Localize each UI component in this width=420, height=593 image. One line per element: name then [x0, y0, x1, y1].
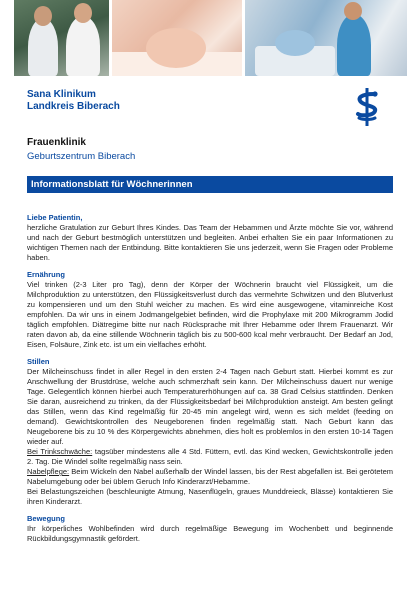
bewegung-heading: Bewegung: [27, 514, 65, 523]
nabelpflege-label: Nabelpflege:: [27, 467, 70, 476]
photo-newborn: [112, 0, 242, 76]
document-body: [27, 213, 393, 551]
nabelpflege-paragraph: [27, 467, 393, 487]
clinic-name-line1: Sana Klinikum: [27, 89, 96, 100]
ernaehrung-heading: Ernährung: [27, 270, 65, 279]
trinkschwaeche-label: Bei Trinkschwäche:: [27, 447, 93, 456]
section-bewegung: [27, 514, 393, 544]
section-ernaehrung: [27, 270, 393, 350]
clinic-name: [27, 89, 120, 113]
photo-ward: [245, 0, 407, 76]
nurse-figure: [337, 14, 371, 76]
header-photo-strip: [14, 0, 407, 76]
patient-figure: [275, 30, 315, 56]
stillen-heading: Stillen: [27, 357, 50, 366]
doctor-figure: [66, 16, 100, 76]
trinkschwaeche-paragraph: [27, 447, 393, 467]
section-stillen: [27, 357, 393, 507]
section-intro: [27, 213, 393, 263]
info-banner: Informationsblatt für Wöchnerinnen: [27, 176, 393, 193]
department-title: Frauenklinik: [27, 137, 86, 148]
photo-doctors: [14, 0, 109, 76]
belastung-text: Bei Belastungszeichen (beschleunigte Atmung, Nasenflügeln, graues Munddreieck, Blässe) kontaktieren Sie ihren Kinderarzt.: [27, 487, 393, 506]
doctor-head: [74, 3, 92, 23]
intro-text: herzliche Gratulation zur Geburt Ihres Kindes. Das Team der Hebammen und Ärzte möchte Sie vor, während und nach der Geburt bestmöglich unterstützen und begleiten. Anbei erhalten Sie ein paar Informationen zu wichtigen Themen nach der Entbindung. Bitte kontaktieren Sie uns jederzeit, wenn Sie Fragen oder Probleme haben.: [27, 223, 393, 262]
nurse-head: [344, 2, 362, 20]
nabelpflege-text: Beim Wickeln den Nabel außerhalb der Windel lassen, bis der Rest abgefallen ist. Bei gerötetem Nabelumgebung oder bei üblem Geruch Info Kinderarzt/Hebamme.: [27, 467, 393, 486]
ernaehrung-text: Viel trinken (2-3 Liter pro Tag), denn der Körper der Wöchnerin braucht viel Flüssigkeit, um die Milchproduktion zu unterstützen, den Flüssigkeitsverlust durch das vermehrte Schwitzen und den Blutverlust zu kompensieren und um den Stuhl weicher zu machen. Es wird eine ausgewogene, vitaminreiche Kost empfohlen. Da wir uns in einem Jodmangelgebiet befinden, wird die Prophylaxe mit 200 Mikrogramm Jodid täglich empfohlen. Diätregime bitte nur nach Rücksprache mit Ihrer Hebamme oder Ihrem Frauenarzt. Wir raten davon ab, da eine stillende Wöchnerin täglich bis zu 500-600 kcal mehr verbraucht. Der Bedarf an Jod, Eisen, Folsäure, Zink etc. ist um ein vielfaches erhöht.: [27, 280, 393, 349]
doctor-head: [34, 6, 52, 26]
stillen-text: Der Milcheinschuss findet in aller Regel in den ersten 2-4 Tagen nach Geburt statt. Hierbei kommt es zur Anschwellung der Brustdrüse, welche auch schmerzhaft sein kann. Der Milcheinschuss dauert nur wenige Tage. Gelegentlich können hierbei auch Temperaturerhöhungen auf ca. 38 Grad Celsius stattfinden. Denken Sie daran, ausreichend zu trinken, da der Flüssigkeitsbedarf bei Milchproduktion ansteigt. Am besten gelingt das Stillen, wenn das Kind regelmäßig für 20-45 min angelegt wird, wenn es sich meldet (feeding on demand). Gewichtskontrollen des Neugeborenen finden regelmäßig statt. Nach Geburt kann das Neugeborene bis zu 10 % des Körpergewichts abnehmen, dies holt es problemlos in den ersten 10-14 Tagen wieder auf.: [27, 367, 393, 446]
bewegung-text: Ihr körperliches Wohlbefinden wird durch regelmäßige Bewegung im Wochenbett und beginnende Rückbildungsgymnastik gefördert.: [27, 524, 393, 543]
trinkschwaeche-text: tagsüber mindestens alle 4 Std. Füttern, evtl. das Kind wecken, Gewichtskontrolle jeden 2. Tag. Die Windel sollte regelmäßig nass sein.: [27, 447, 393, 466]
doctor-figure: [28, 18, 58, 76]
department-subtitle: Geburtszentrum Biberach: [27, 151, 136, 162]
intro-heading: Liebe Patientin,: [27, 213, 83, 222]
baby-figure: [146, 28, 206, 68]
sana-logo-icon: [353, 88, 381, 126]
clinic-name-line2: Landkreis Biberach: [27, 101, 120, 112]
